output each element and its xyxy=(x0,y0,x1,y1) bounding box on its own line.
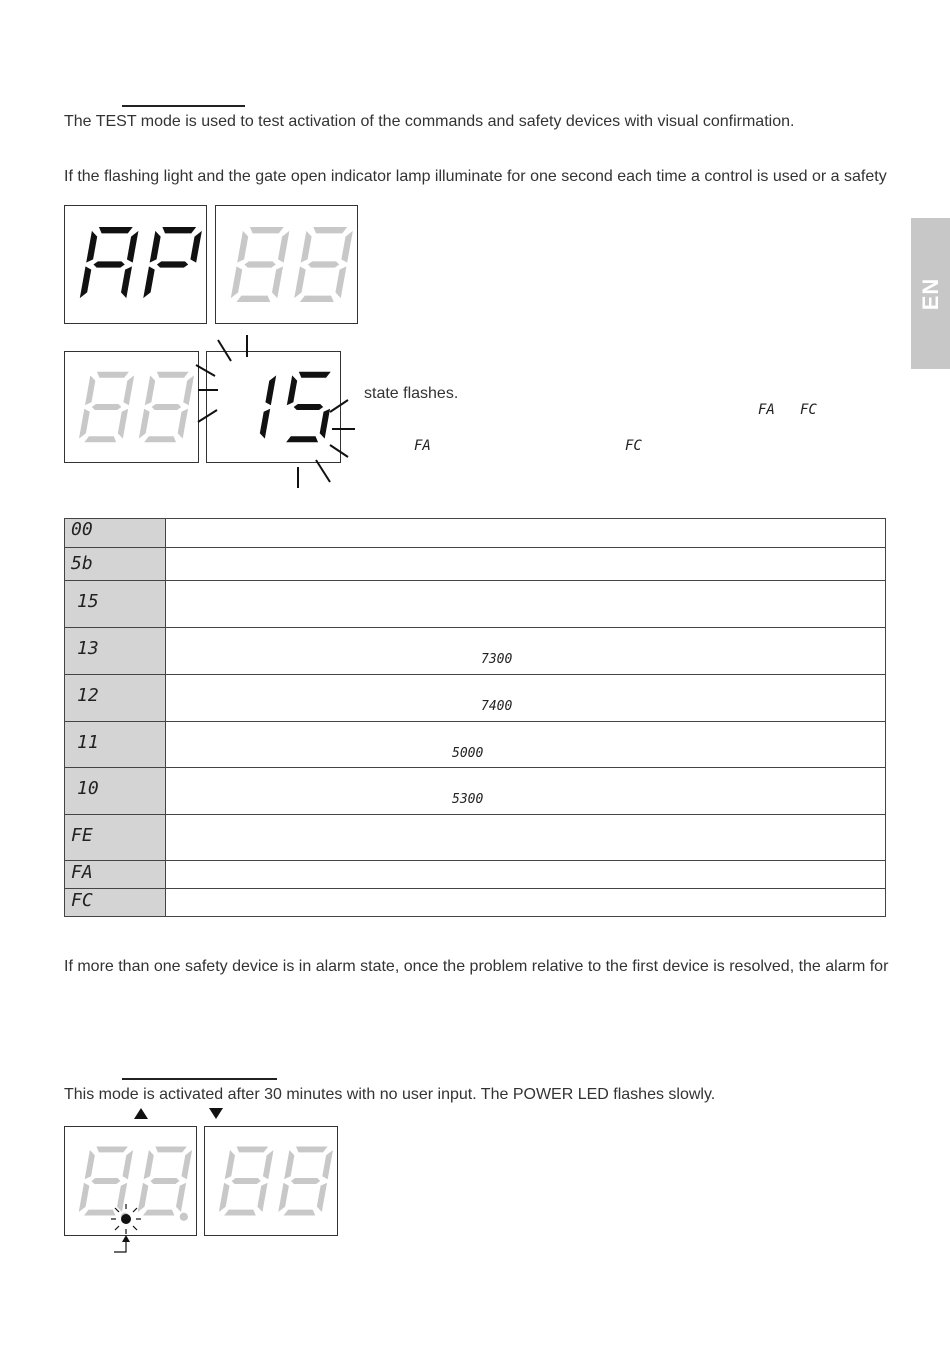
down-arrow-icon xyxy=(209,1108,223,1119)
multi-alarm-text: If more than one safety device is in alarm state, once the problem relative to the first device is resolved, the alarm for xyxy=(64,958,889,975)
language-label: EN xyxy=(917,277,943,310)
desc-cell xyxy=(166,722,886,768)
table-row xyxy=(65,548,886,581)
segment-f xyxy=(150,231,161,263)
code-cell: 5b xyxy=(65,548,166,581)
segment-e xyxy=(278,1183,289,1212)
standby-text: This mode is activated after 30 minutes with no user input. The POWER LED flashes slowly. xyxy=(64,1086,716,1103)
segment-a xyxy=(99,227,133,233)
segment-a xyxy=(97,372,129,378)
segment-e xyxy=(219,1183,230,1212)
segment-e xyxy=(231,266,242,298)
segment-f xyxy=(85,1150,95,1179)
table-row xyxy=(65,675,886,722)
segment-f xyxy=(301,231,312,263)
device-ref: 5000 xyxy=(452,746,484,761)
code-cell: 15 xyxy=(65,581,166,628)
language-tab xyxy=(911,218,950,369)
segment-d xyxy=(300,296,334,302)
segment-d xyxy=(236,296,270,302)
segment-d xyxy=(144,436,176,442)
desc-cell xyxy=(166,581,886,628)
code-cell: 11 xyxy=(65,722,166,768)
segment-b xyxy=(278,231,289,263)
table-row xyxy=(65,519,886,548)
seven-segment-digits xyxy=(205,1127,337,1235)
section-heading-underline xyxy=(122,1078,277,1080)
segment-a xyxy=(96,1146,127,1152)
segment-c xyxy=(335,266,346,298)
segment-b xyxy=(190,231,201,263)
segment-a xyxy=(155,1146,186,1152)
device-ref: 7300 xyxy=(481,652,513,667)
segment-b xyxy=(322,1150,333,1179)
table-row xyxy=(65,889,886,917)
segment-f xyxy=(284,1150,294,1179)
code-cell: FC xyxy=(65,889,166,917)
segment-g xyxy=(157,261,188,267)
segment-g xyxy=(232,1178,261,1184)
segment-a xyxy=(296,1146,328,1152)
segment-c xyxy=(257,1183,267,1212)
segment-f xyxy=(86,231,97,263)
decimal-point xyxy=(180,1213,188,1221)
segment-a xyxy=(237,1146,269,1152)
segment-f xyxy=(237,231,248,263)
code-cell: 12 xyxy=(65,675,166,722)
code-cell: 10 xyxy=(65,768,166,815)
device-ref: 7400 xyxy=(481,699,513,714)
desc-cell xyxy=(166,628,886,675)
desc-cell xyxy=(166,768,886,815)
segment-c xyxy=(118,409,128,439)
segment-a xyxy=(250,227,284,233)
segment-c xyxy=(272,266,283,298)
segment-e xyxy=(139,409,150,439)
test-mode-intro: The TEST mode is used to test activation of the commands and safety devices with visual confirmation. xyxy=(64,113,795,130)
up-arrow-icon xyxy=(134,1108,148,1119)
segment-b xyxy=(123,1150,134,1179)
table-row xyxy=(65,815,886,861)
limit-code-fc-1: FC xyxy=(800,402,817,418)
desc-cell xyxy=(166,519,886,548)
display-digit-left-ap xyxy=(64,205,207,324)
segment-d xyxy=(284,1210,316,1216)
code-cell: FE xyxy=(65,815,166,861)
segment-d xyxy=(84,436,116,442)
segment-g xyxy=(244,261,275,267)
table-row xyxy=(65,768,886,815)
section-heading-underline xyxy=(122,105,245,107)
table-row xyxy=(65,722,886,768)
segment-e xyxy=(79,409,90,439)
segment-b xyxy=(181,1150,192,1179)
segment-a xyxy=(313,227,347,233)
segment-f xyxy=(144,1150,154,1179)
segment-e xyxy=(143,266,154,298)
segment-b xyxy=(341,231,352,263)
desc-cell xyxy=(166,815,886,861)
table-row xyxy=(65,581,886,628)
table-row xyxy=(65,861,886,889)
segment-g xyxy=(308,261,339,267)
segment-g xyxy=(152,404,182,410)
limit-code-fc-2: FC xyxy=(625,438,642,454)
segment-c xyxy=(317,1183,327,1212)
limit-code-fa-1: FA xyxy=(758,402,775,418)
desc-cell xyxy=(166,861,886,889)
seven-segment-digits xyxy=(65,206,206,323)
standby-display-right xyxy=(204,1126,338,1236)
segment-f xyxy=(85,375,95,405)
desc-cell xyxy=(166,889,886,917)
segment-d xyxy=(224,1210,256,1216)
segment-e xyxy=(80,266,91,298)
segment-g xyxy=(93,261,124,267)
segment-b xyxy=(263,1150,274,1179)
state-flashes-text: state flashes. xyxy=(364,385,459,402)
test-mode-flashing-text: If the flashing light and the gate open indicator lamp illuminate for one second each time a control is used or a safety xyxy=(64,168,887,185)
device-ref: 5300 xyxy=(452,792,484,807)
display-digit-left-88 xyxy=(64,351,199,463)
segment-e xyxy=(79,1183,90,1212)
segment-g xyxy=(150,1178,179,1184)
segment-b xyxy=(127,231,138,263)
display-digit-right-88 xyxy=(215,205,358,324)
segment-g xyxy=(92,404,122,410)
desc-cell xyxy=(166,548,886,581)
segment-e xyxy=(294,266,305,298)
safety-codes-table xyxy=(64,518,886,917)
segment-c xyxy=(121,266,132,298)
segment-g xyxy=(291,1178,320,1184)
desc-cell xyxy=(166,675,886,722)
seven-segment-digits xyxy=(216,206,357,323)
segment-f xyxy=(225,1150,235,1179)
segment-f xyxy=(145,375,155,405)
limit-code-fa-2: FA xyxy=(414,438,431,454)
segment-g xyxy=(91,1178,120,1184)
power-led-icon xyxy=(105,1200,150,1260)
segment-c xyxy=(176,1183,186,1212)
code-cell: FA xyxy=(65,861,166,889)
code-cell: 13 xyxy=(65,628,166,675)
segment-b xyxy=(123,375,134,405)
table-row xyxy=(65,628,886,675)
segment-a xyxy=(162,227,196,233)
flash-rays-icon xyxy=(180,330,370,495)
seven-segment-digits xyxy=(65,352,198,462)
code-cell: 00 xyxy=(65,519,166,548)
